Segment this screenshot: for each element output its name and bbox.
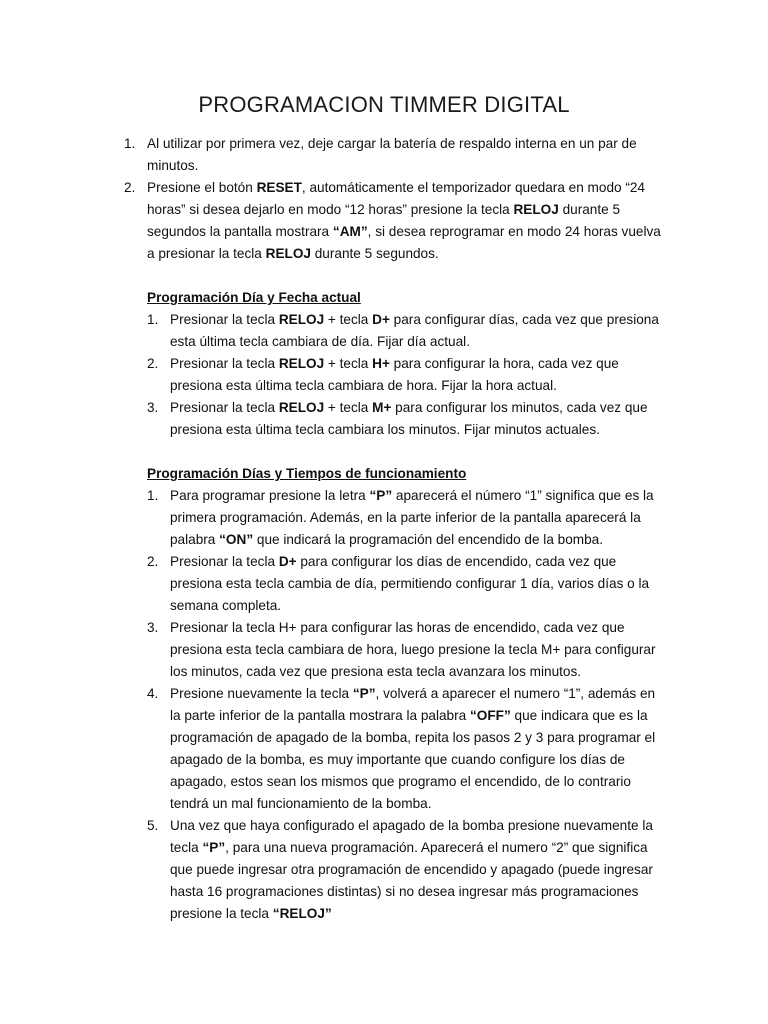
text-run: la parte inferior de la pantalla mostrara la palabra — [170, 708, 470, 723]
text-run: para configurar la hora, cada vez que — [389, 356, 619, 371]
text-line — [170, 859, 653, 881]
list-number: 1. — [147, 488, 159, 503]
text-run: que puede ingresar otra programación de encendido y apagado (puede ingresar — [170, 862, 653, 877]
text-run: Presione el botón — [147, 180, 257, 195]
text-line — [170, 881, 638, 903]
text-run: , volverá a aparecer el numero “1”, además en — [375, 686, 656, 701]
text-run: palabra — [170, 532, 220, 547]
text-run: Al utilizar por primera vez, deje cargar la batería de respaldo interna en un par de — [147, 136, 637, 151]
text-line — [170, 727, 655, 749]
text-line — [170, 749, 625, 771]
text-line — [170, 573, 649, 595]
text-run: Presionar la tecla — [170, 400, 279, 415]
text-line — [147, 199, 620, 221]
text-run: Presionar la tecla — [170, 312, 279, 327]
text-line — [170, 507, 641, 529]
text-run: + tecla — [324, 356, 373, 371]
bold-term: RELOJ — [265, 246, 311, 261]
text-run: para configurar los días de encendido, cada vez que — [296, 554, 617, 569]
text-run: Presione nuevamente la tecla — [170, 686, 353, 701]
list-number: 5. — [147, 818, 159, 833]
list-number: 1. — [147, 312, 159, 327]
text-run: Presionar la tecla — [170, 554, 279, 569]
text-line — [170, 903, 332, 925]
text-line — [170, 529, 603, 551]
text-run: , para una nueva programación. Aparecerá el numero “2” que significa — [225, 840, 648, 855]
bold-term: M+ — [372, 400, 392, 415]
text-line — [147, 243, 439, 265]
text-run: , automáticamente el temporizador quedara en modo “24 — [301, 180, 645, 195]
text-run: presione la tecla — [170, 906, 273, 921]
bold-term: RELOJ — [278, 400, 325, 415]
text-run: que indicara que es la — [510, 708, 648, 723]
bold-term: “P” — [369, 488, 393, 503]
bold-term: D+ — [278, 554, 297, 569]
text-line — [170, 661, 581, 683]
bold-term: “AM” — [332, 224, 368, 239]
text-line — [170, 683, 655, 705]
text-run: horas” si desea dejarlo en modo “12 horas” presione la tecla — [147, 202, 514, 217]
text-line — [147, 155, 198, 177]
text-run: tendrá un mal funcionamiento de la bomba. — [170, 796, 432, 811]
text-run: programación de apagado de la bomba, repita los pasos 2 y 3 para programar el — [170, 730, 656, 745]
page-title: PROGRAMACION TIMMER DIGITAL — [198, 92, 570, 117]
text-run: Presionar la tecla — [170, 356, 279, 371]
text-run: esta última tecla cambiara de día. Fijar día actual. — [170, 334, 470, 349]
text-line — [170, 617, 625, 639]
section-heading: Programación Día y Fecha actual — [147, 290, 361, 305]
bold-term: RELOJ — [278, 356, 325, 371]
text-run: apagado de la bomba, es muy importante que cuando configure los días de — [170, 752, 625, 767]
text-run: , si desea reprogramar en modo 24 horas vuelva — [367, 224, 661, 239]
section-heading: Programación Días y Tiempos de funcionamiento — [147, 466, 467, 481]
text-line — [170, 309, 659, 331]
text-line — [170, 397, 648, 419]
text-run: hasta 16 programaciones distintas) si no desea ingresar más programaciones — [170, 884, 639, 899]
bold-term: “RELOJ” — [272, 906, 332, 921]
text-run: Para programar presione la letra — [170, 488, 370, 503]
text-line — [170, 419, 600, 441]
bold-term: “OFF” — [470, 708, 511, 723]
text-run: durante 5 segundos. — [310, 246, 439, 261]
text-run: + tecla — [324, 400, 373, 415]
text-run: apagado, estos sean los mismos que programo el encendido, de lo contrario — [170, 774, 631, 789]
text-run: para configurar los minutos, cada vez que — [391, 400, 648, 415]
text-line — [170, 705, 648, 727]
text-run: tecla — [170, 840, 203, 855]
text-line — [170, 815, 653, 837]
list-number: 2. — [147, 356, 159, 371]
text-run: aparecerá el número “1” significa que es la — [392, 488, 654, 503]
text-line — [170, 485, 654, 507]
bold-term: RESET — [256, 180, 302, 195]
text-run: + tecla — [324, 312, 373, 327]
text-run: minutos. — [147, 158, 199, 173]
bold-term: D+ — [372, 312, 390, 327]
text-run: los minutos, cada vez que presiona esta tecla avanzara los minutos. — [170, 664, 582, 679]
bold-term: “ON” — [219, 532, 254, 547]
text-run: primera programación. Además, en la parte inferior de la pantalla aparecerá la — [170, 510, 641, 525]
bold-term: RELOJ — [513, 202, 559, 217]
text-line — [170, 793, 431, 815]
text-line — [147, 133, 637, 155]
text-line — [170, 551, 616, 573]
text-line — [170, 375, 557, 397]
list-number: 2. — [124, 180, 136, 195]
text-run: semana completa. — [170, 598, 282, 613]
text-line — [170, 595, 281, 617]
text-run: segundos la pantalla mostrara — [147, 224, 333, 239]
text-run: que indicará la programación del encendido de la bomba. — [253, 532, 604, 547]
text-run: presiona esta última tecla cambiara de hora. Fijar la hora actual. — [170, 378, 557, 393]
bold-term: H+ — [372, 356, 390, 371]
list-number: 2. — [147, 554, 159, 569]
text-run: Una vez que haya configurado el apagado de la bomba presione nuevamente la — [170, 818, 653, 833]
list-number: 4. — [147, 686, 159, 701]
text-line — [170, 771, 631, 793]
list-number: 3. — [147, 400, 159, 415]
text-run: presiona esta tecla cambia de día, permitiendo configurar 1 día, varios días o la — [170, 576, 650, 591]
bold-term: “P” — [202, 840, 226, 855]
text-run: presiona esta última tecla cambiara los minutos. Fijar minutos actuales. — [170, 422, 600, 437]
text-line — [147, 177, 645, 199]
text-run: durante 5 — [558, 202, 621, 217]
text-run: Presionar la tecla H+ para configurar las horas de encendido, cada vez que — [170, 620, 625, 635]
list-number: 3. — [147, 620, 159, 635]
bold-term: “P” — [352, 686, 376, 701]
text-run: presiona esta tecla cambiara de hora, luego presione la tecla M+ para configurar — [170, 642, 656, 657]
text-line — [147, 221, 661, 243]
text-line — [170, 353, 619, 375]
text-run: para configurar días, cada vez que presiona — [389, 312, 659, 327]
text-line — [170, 639, 656, 661]
text-line — [170, 837, 648, 859]
bold-term: RELOJ — [278, 312, 325, 327]
text-run: a presionar la tecla — [147, 246, 266, 261]
list-number: 1. — [124, 136, 136, 151]
text-line — [170, 331, 470, 353]
